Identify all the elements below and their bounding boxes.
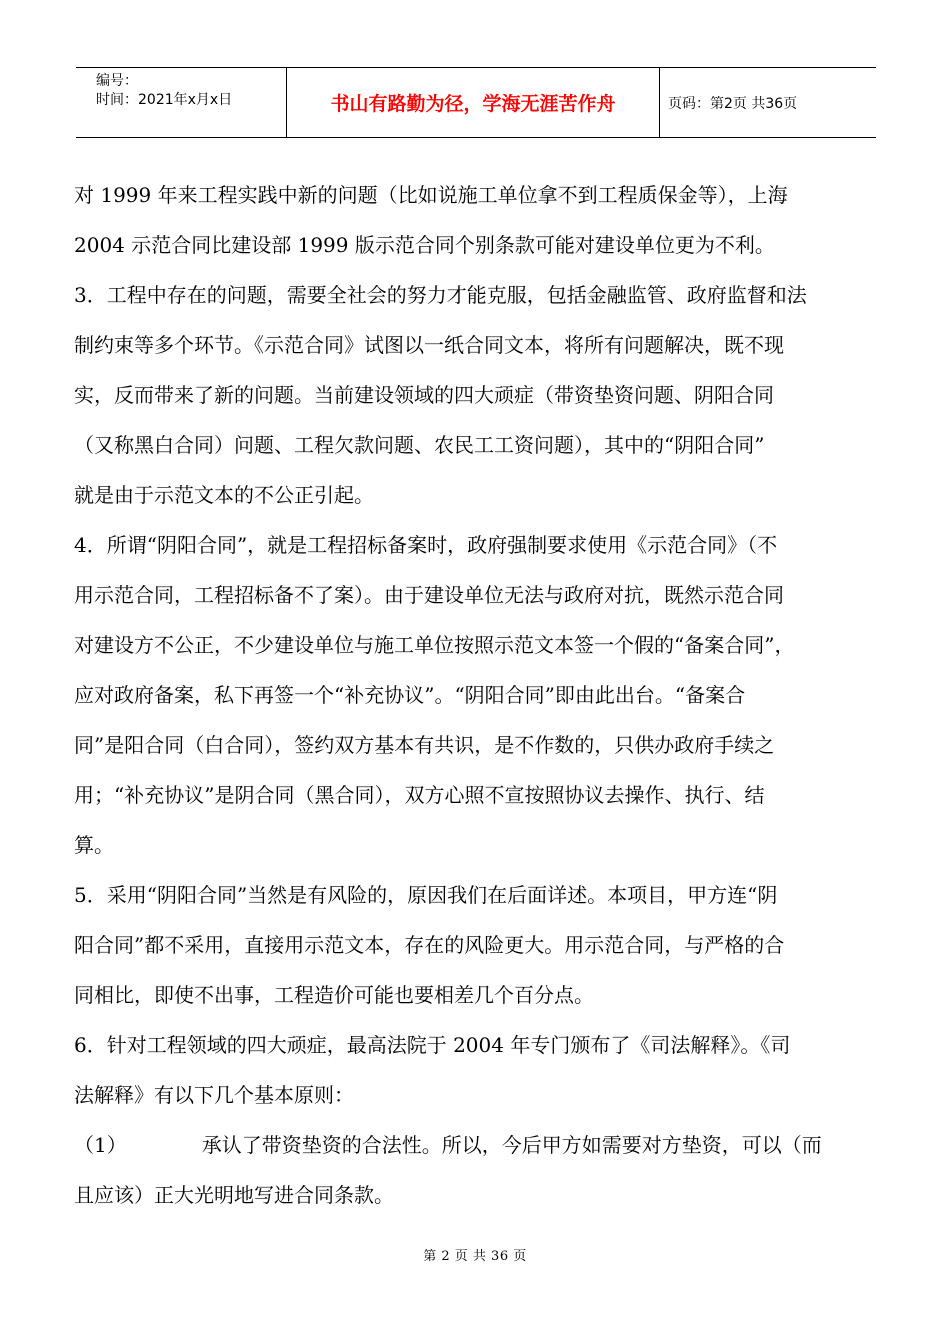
document-number-label: 编号： [96, 73, 138, 89]
body-line: 6．针对工程领域的四大顽症，最高法院于 2004 年专门颁布了《司法解释》。《司 [74, 1033, 791, 1057]
body-line: 2004 示范合同比建设部 1999 版示范合同个别条款可能对建设单位更为不利。 [74, 233, 775, 257]
page-header [76, 67, 876, 138]
list-item-1-marker: （1） [74, 1133, 127, 1157]
body-line: 同相比，即使不出事，工程造价可能也要相差几个百分点。 [74, 983, 594, 1007]
header-page-number: 页码：第2页 共36页 [668, 95, 798, 112]
body-line: 就是由于示范文本的不公正引起。 [74, 483, 374, 507]
document-time-label: 时间：2021年x月x日 [96, 92, 233, 108]
body-line: 3．工程中存在的问题，需要全社会的努力才能克服，包括金融监管、政府监督和法 [74, 283, 807, 307]
page-footer: 第 2 页 共 36 页 [423, 1249, 527, 1264]
header-left-cell [76, 68, 286, 137]
body-line: 同”是阳合同（白合同），签约双方基本有共识，是不作数的，只供办政府手续之 [74, 733, 775, 757]
body-line: 算。 [74, 833, 114, 857]
list-item-1-text: 承认了带资垫资的合法性。所以，今后甲方如需要对方垫资，可以（而 [201, 1133, 822, 1157]
list-item-1-continuation: 且应该）正大光明地写进合同条款。 [74, 1183, 394, 1207]
body-line: 法解释》有以下几个基本原则： [74, 1083, 354, 1107]
body-line: 4．所谓“阴阳合同”，就是工程招标备案时，政府强制要求使用《示范合同》（不 [74, 533, 778, 557]
document-body [74, 170, 894, 1220]
body-line: 对 1999 年来工程实践中新的问题（比如说施工单位拿不到工程质保金等），上海 [74, 183, 788, 207]
body-line: 用；“补充协议”是阴合同（黑合同），双方心照不宣按照协议去操作、执行、结 [74, 783, 765, 807]
list-item-1 [74, 1120, 894, 1170]
body-line: 5．采用“阴阳合同”当然是有风险的，原因我们在后面详述。本项目，甲方连“阴 [74, 883, 778, 907]
body-line: 实，反而带来了新的问题。当前建设领域的四大顽症（带资垫资问题、阴阳合同 [74, 383, 774, 407]
body-line: 应对政府备案，私下再签一个“补充协议”。“阴阳合同”即由此出台。“备案合 [74, 683, 746, 707]
header-motto: 书山有路勤为径，学海无涯苦作舟 [286, 68, 660, 137]
body-line: （又称黑白合同）问题、工程欠款问题、农民工工资问题），其中的“阴阳合同” [74, 433, 765, 457]
body-line: 阳合同”都不采用，直接用示范文本，存在的风险更大。用示范合同，与严格的合 [74, 933, 785, 957]
body-line: 对建设方不公正，不少建设单位与施工单位按照示范文本签一个假的“备案合同”， [74, 633, 795, 657]
body-line: 制约束等多个环节。《示范合同》试图以一纸合同文本，将所有问题解决，既不现 [74, 333, 784, 357]
body-line: 用示范合同，工程招标备不了案）。由于建设单位无法与政府对抗，既然示范合同 [74, 583, 784, 607]
